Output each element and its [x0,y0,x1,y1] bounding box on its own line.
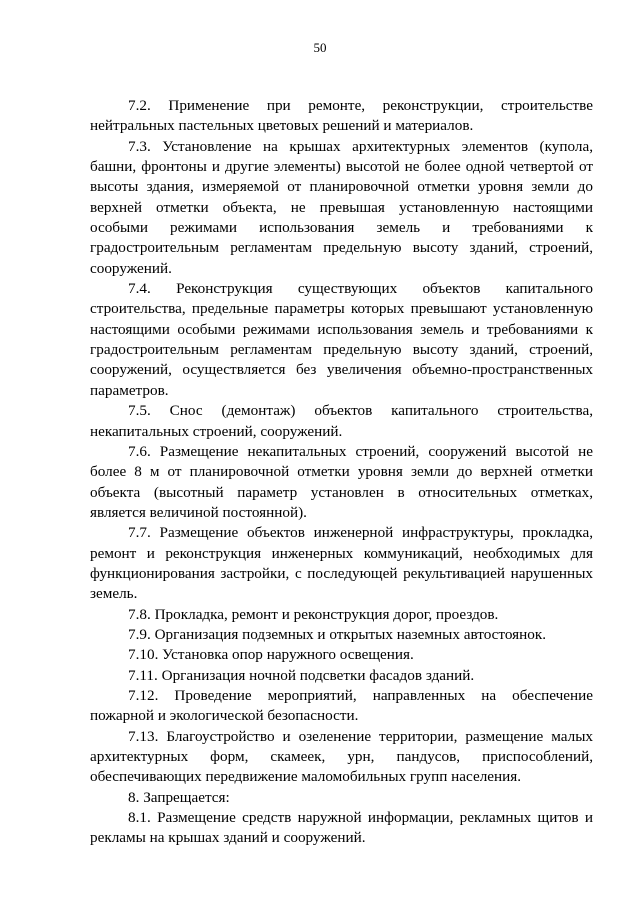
paragraph-7-3: 7.3. Установление на крышах архитектурных элементов (купола, башни, фронтоны и другие элементы) высотой не более одной четвертой от высоты здания, измеряемой от планировочной отметки уровня земли до верхней отметки объекта, не превышая установленную настоящими особыми режимами использования земель и требованиями к градостроительным регламентам предельную высоту зданий, строений, сооружений. [90,137,593,277]
paragraph-7-8: 7.8. Прокладка, ремонт и реконструкция дорог, проездов. [128,605,499,623]
paragraph-7-9: 7.9. Организация подземных и открытых наземных автостоянок. [128,625,547,643]
paragraph-7-10: 7.10. Установка опор наружного освещения. [128,646,414,664]
paragraph-7-5: 7.5. Снос (демонтаж) объектов капитального строительства, некапитальных строений, сооружений. [90,402,593,440]
document-body [90,96,593,849]
paragraph-7-6: 7.6. Размещение некапитальных строений, сооружений высотой не более 8 м от планировочной отметки уровня земли до верхней отметки объекта (высотный параметр установлен в относительных отметках, является величиной постоянной). [90,442,593,521]
paragraph-7-13: 7.13. Благоустройство и озеленение территории, размещение малых архитектурных форм, скамеек, урн, пандусов, приспособлений, обеспечивающих передвижение маломобильных групп населения. [90,727,593,786]
page-number: 50 [313,40,327,55]
paragraph-7-11: 7.11. Организация ночной подсветки фасадов зданий. [128,666,475,684]
paragraph-7-4: 7.4. Реконструкция существующих объектов капитального строительства, предельные параметры которых превышают установленную настоящими особыми режимами использования земель и требованиями к градостроительным регламентам предельную высоту зданий, строений, сооружений, осуществляется без увеличения объемно-пространственных параметров. [90,280,593,399]
paragraph-7-12: 7.12. Проведение мероприятий, направленных на обеспечение пожарной и экологической безопасности. [90,686,593,725]
paragraph-8-1: 8.1. Размещение средств наружной информации, рекламных щитов и рекламы на крышах зданий и сооружений. [90,809,593,847]
paragraph-7-7: 7.7. Размещение объектов инженерной инфраструктуры, прокладка, ремонт и реконструкция инженерных коммуникаций, необходимых для функционирования застройки, с последующей рекультивацией нарушенных земель. [90,524,593,603]
paragraph-8: 8. Запрещается: [128,788,230,806]
paragraph-7-2: 7.2. Применение при ремонте, реконструкции, строительстве нейтральных пастельных цветовых решений и материалов. [90,97,593,135]
